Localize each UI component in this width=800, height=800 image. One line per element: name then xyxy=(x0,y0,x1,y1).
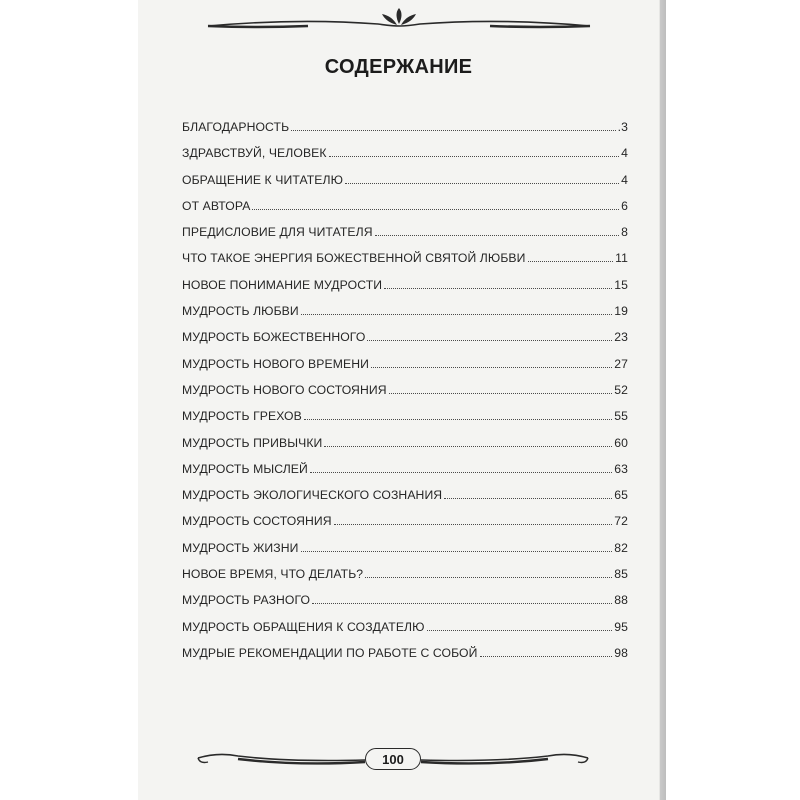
dot-leader xyxy=(324,446,612,447)
toc-entry-title: МУДРОСТЬ ЛЮБВИ xyxy=(182,304,299,319)
toc-entry-page: 82 xyxy=(614,540,628,555)
toc-entry-page: .3 xyxy=(617,120,628,134)
toc-entry-page: 55 xyxy=(614,409,628,424)
toc-entry-title: МУДРОСТЬ ЖИЗНИ xyxy=(182,540,299,555)
toc-entry-title: МУДРОСТЬ ОБРАЩЕНИЯ К СОЗДАТЕЛЮ xyxy=(182,619,425,634)
dot-leader xyxy=(367,340,612,341)
toc-entry xyxy=(182,383,628,409)
toc-entry xyxy=(182,173,628,199)
toc-entry xyxy=(182,330,628,356)
dot-leader xyxy=(480,656,613,657)
toc-entry-page: 8 xyxy=(621,225,628,240)
toc-entry xyxy=(182,514,628,540)
toc-entry xyxy=(182,541,628,567)
toc-entry-title: ЧТО ТАКОЕ ЭНЕРГИЯ БОЖЕСТВЕННОЙ СВЯТОЙ ЛЮБВИ xyxy=(182,251,526,266)
toc-entry xyxy=(182,199,628,225)
toc-entry-page: 72 xyxy=(614,514,628,529)
dot-leader xyxy=(310,472,612,473)
toc-entry-page: 63 xyxy=(614,461,628,476)
page-number: 100 xyxy=(365,748,421,770)
toc-entry xyxy=(182,409,628,435)
toc-entry xyxy=(182,593,628,619)
toc-entry-title: МУДРОСТЬ МЫСЛЕЙ xyxy=(182,461,308,476)
toc-entry-title: МУДРОСТЬ ЭКОЛОГИЧЕСКОГО СОЗНАНИЯ xyxy=(182,488,443,503)
dot-leader xyxy=(528,261,614,262)
dot-leader xyxy=(312,603,612,604)
dot-leader xyxy=(329,156,620,157)
floral-divider-icon xyxy=(138,4,659,44)
toc-entry-title: ОТ АВТОРА xyxy=(182,198,251,213)
toc-entry-page: 52 xyxy=(614,382,628,397)
toc-entry-title: МУДРОСТЬ ГРЕХОВ xyxy=(182,409,302,424)
dot-leader xyxy=(389,393,613,394)
toc-entry-title: МУДРОСТЬ НОВОГО ВРЕМЕНИ xyxy=(182,356,369,371)
toc-entry xyxy=(182,357,628,383)
dot-leader xyxy=(345,183,619,184)
toc-entry-title: МУДРОСТЬ ПРИВЫЧКИ xyxy=(182,435,323,450)
toc-entry xyxy=(182,278,628,304)
dot-leader xyxy=(304,419,612,420)
toc-entry-page: 15 xyxy=(614,277,628,292)
toc-entry-title: НОВОЕ ПОНИМАНИЕ МУДРОСТИ xyxy=(182,277,383,292)
toc-entry-title: МУДРЫЕ РЕКОМЕНДАЦИИ ПО РАБОТЕ С СОБОЙ xyxy=(182,645,478,660)
toc-entry-page: 4 xyxy=(621,172,628,187)
toc-entry-title: НОВОЕ ВРЕМЯ, ЧТО ДЕЛАТЬ? xyxy=(182,567,364,582)
toc-entry-page: 95 xyxy=(614,619,628,634)
toc-entry xyxy=(182,436,628,462)
dot-leader xyxy=(334,524,613,525)
toc-entry-title: МУДРОСТЬ РАЗНОГО xyxy=(182,593,311,608)
toc-entry-page: 6 xyxy=(621,198,628,213)
dot-leader xyxy=(301,551,613,552)
toc-entry-title: БЛАГОДАРНОСТЬ xyxy=(182,120,290,134)
toc-entry-page: 19 xyxy=(614,304,628,319)
dot-leader xyxy=(427,630,613,631)
toc-entry xyxy=(182,488,628,514)
toc-entry-page: 23 xyxy=(614,330,628,345)
toc-entry-page: 98 xyxy=(614,645,628,660)
dot-leader xyxy=(444,498,612,499)
toc-entry xyxy=(182,225,628,251)
dot-leader xyxy=(365,577,612,578)
dot-leader xyxy=(291,130,615,131)
toc-entry-page: 4 xyxy=(621,146,628,161)
dot-leader xyxy=(375,235,619,236)
dot-leader xyxy=(301,314,612,315)
page-title: СОДЕРЖАНИЕ xyxy=(324,56,473,78)
toc-entry-page: 60 xyxy=(614,435,628,450)
toc-entry-page: 11 xyxy=(615,251,628,266)
dot-leader xyxy=(384,288,612,289)
toc-entry xyxy=(182,251,628,277)
toc-entry-title: МУДРОСТЬ СОСТОЯНИЯ xyxy=(182,514,332,529)
toc-entry-page: 65 xyxy=(614,488,628,503)
toc-entry-title: МУДРОСТЬ БОЖЕСТВЕННОГО xyxy=(182,330,366,345)
toc-entry-title: ОБРАЩЕНИЕ К ЧИТАТЕЛЮ xyxy=(182,172,344,187)
toc-entry xyxy=(182,646,628,672)
book-page xyxy=(138,0,659,800)
toc-entry xyxy=(182,567,628,593)
toc-entry xyxy=(182,120,628,146)
toc-entry-page: 85 xyxy=(614,567,628,582)
toc-entry-title: ПРЕДИСЛОВИЕ ДЛЯ ЧИТАТЕЛЯ xyxy=(182,225,373,240)
toc-entry xyxy=(182,462,628,488)
toc-entry-title: МУДРОСТЬ НОВОГО СОСТОЯНИЯ xyxy=(182,382,387,397)
toc-entry-page: 88 xyxy=(614,593,628,608)
dot-leader xyxy=(371,367,612,368)
toc-entry-title: ЗДРАВСТВУЙ, ЧЕЛОВЕК xyxy=(182,146,327,161)
table-of-contents xyxy=(182,120,628,672)
dot-leader xyxy=(252,209,619,210)
toc-entry xyxy=(182,620,628,646)
toc-entry-page: 27 xyxy=(614,356,628,371)
toc-entry xyxy=(182,304,628,330)
toc-entry xyxy=(182,146,628,172)
